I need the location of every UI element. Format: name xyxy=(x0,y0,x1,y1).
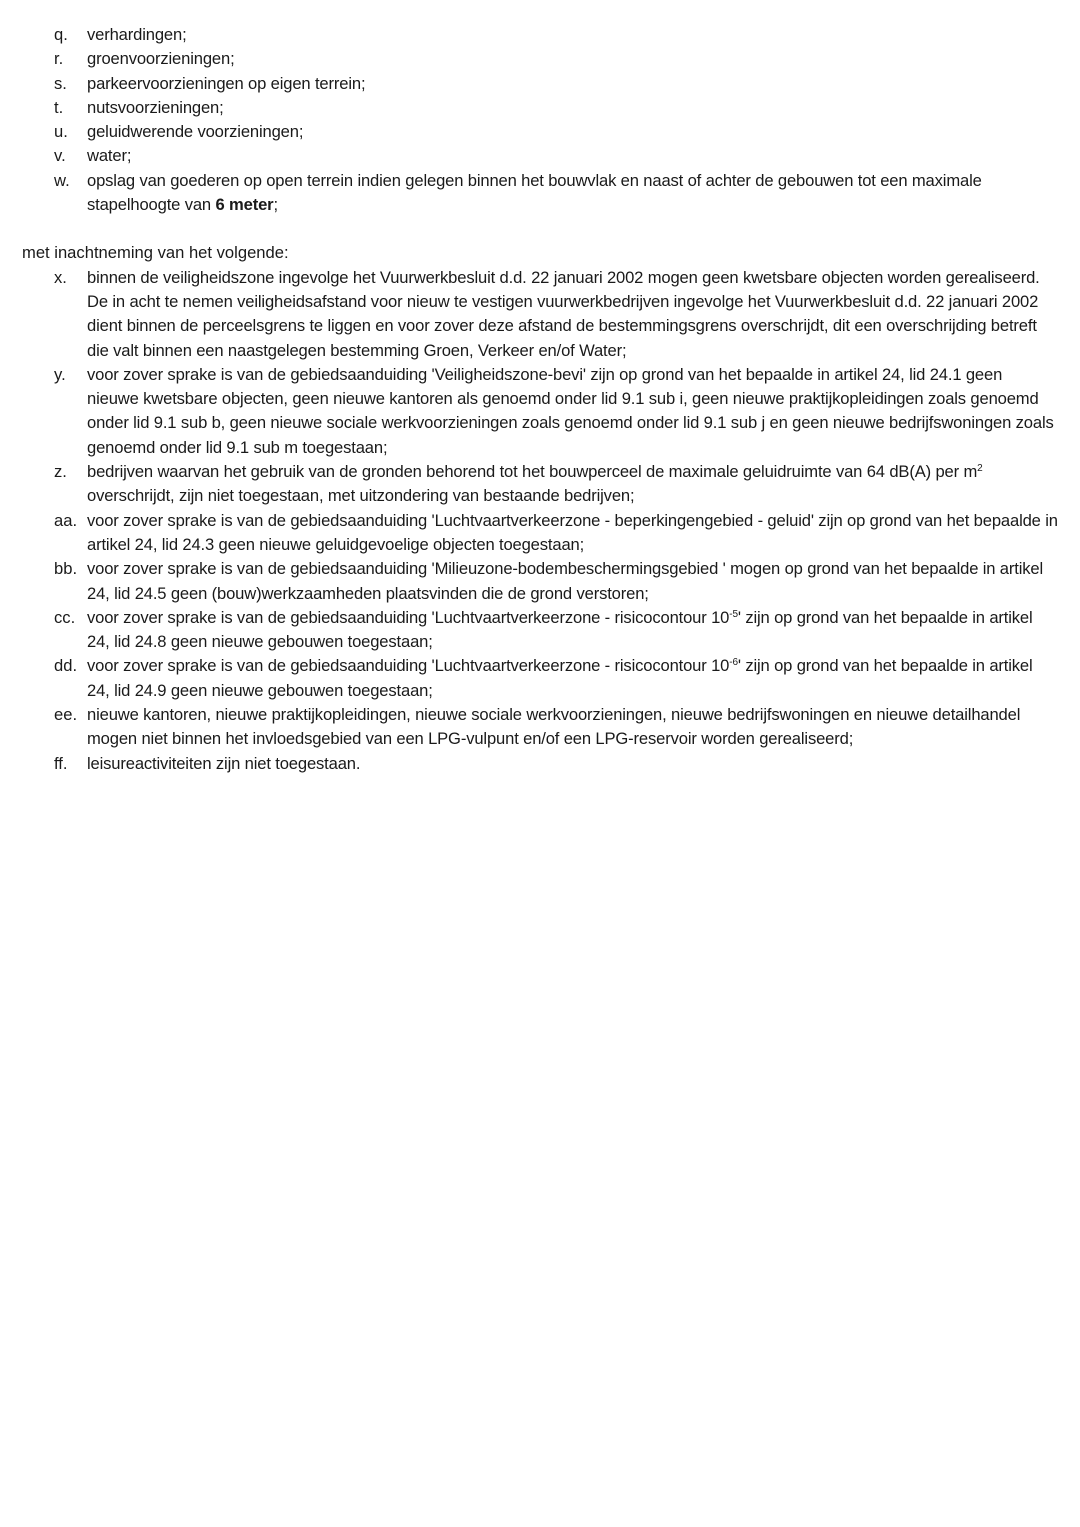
conditions-list xyxy=(0,266,1080,776)
list-text: nutsvoorzieningen; xyxy=(87,97,224,117)
list-text: groenvoorzieningen; xyxy=(87,49,235,69)
conditions-intro: met inachtneming van het volgende: xyxy=(22,243,289,263)
list-label: bb. xyxy=(54,559,78,579)
list-item-s xyxy=(0,72,1080,96)
list-item-t xyxy=(0,96,1080,120)
list-text: binnen de veiligheidszone ingevolge het Vuurwerkbesluit d.d. 22 januari 2002 mogen geen kwetsbare objecten worden gerealiseerd. De in acht te nemen veiligheidsafstand voor nieuw te vestigen vuurwerkbedrijven ingevolge het Vuurwerkbesluit d.d. 22 januari 2002 dient binnen de perceelsgrens te liggen en voor zover deze afstand de bestemmingsgrens overschrijdt, dit een overschrijding betreft die valt binnen een naastgelegen bestemming Groen, Verkeer en/of Water; xyxy=(87,267,1040,360)
list-item-ee xyxy=(0,703,1080,752)
list-text: voor zover sprake is van de gebiedsaanduiding 'Veiligheidszone-bevi' zijn op grond van het bepaalde in artikel 24, lid 24.1 geen nieuwe kwetsbare objecten, geen nieuwe kantoren als genoemd onder lid 9.1 sub i, geen nieuwe praktijkopleidingen zoals genoemd onder lid 9.1 sub b, geen nieuwe sociale werkvoorzieningen zoals genoemd onder lid 9.1 sub j en geen nieuwe bedrijfswoningen zoals genoemd onder lid 9.1 sub m toegestaan; xyxy=(87,364,1054,457)
list-item-cc xyxy=(0,606,1080,655)
list-label: t. xyxy=(54,97,64,117)
list-text: verhardingen; xyxy=(87,25,187,44)
list-label: dd. xyxy=(54,656,78,676)
list-label: aa. xyxy=(54,510,78,530)
list-text: voor zover sprake is van de gebiedsaanduiding 'Luchtvaartverkeerzone - beperkingengebied - geluid' zijn op grond van het bepaalde in artikel 24, lid 24.3 geen nieuwe geluidgevoelige objecten toegestaan; xyxy=(87,510,1058,554)
text-segment: opslag van goederen op open terrein indien gelegen binnen het bouwvlak en naast of achter de gebouwen tot een maximale stapelhoogte van xyxy=(87,170,982,215)
list-label: cc. xyxy=(54,607,76,627)
text-segment: ' zijn op grond van het bepaalde in artikel 24, lid 24.9 geen nieuwe gebouwen toegestaan; xyxy=(87,656,1033,700)
list-text: nieuwe kantoren, nieuwe praktijkopleidingen, nieuwe sociale werkvoorzieningen, nieuwe bedrijfswoningen en nieuwe detailhandel mogen niet binnen het invloedsgebied van een LPG-vulpunt en/of een LPG-reservoir worden gerealiseerd; xyxy=(87,705,1021,749)
list-item-q xyxy=(0,23,1080,47)
list-item-dd xyxy=(0,654,1080,703)
text-segment: overschrijdt, zijn niet toegestaan, met uitzondering van bestaande bedrijven; xyxy=(87,486,635,506)
list-label: u. xyxy=(54,122,68,142)
list-text: geluidwerende voorzieningen; xyxy=(87,122,304,142)
list-label: y. xyxy=(54,364,66,384)
list-item-aa xyxy=(0,509,1080,558)
text-segment: ; xyxy=(273,195,278,215)
list-item-bb xyxy=(0,557,1080,606)
list-item-r xyxy=(0,47,1080,71)
list-text xyxy=(87,656,1033,699)
list-label: ff. xyxy=(54,753,68,773)
text-segment: ' zijn op grond van het bepaalde in artikel 24, lid 24.8 geen nieuwe gebouwen toegestaan; xyxy=(87,607,1033,652)
list-item-ff xyxy=(0,752,1080,776)
list-label: r. xyxy=(54,49,64,69)
list-item-u xyxy=(0,120,1080,144)
list-text: water; xyxy=(87,146,132,166)
list-label: v. xyxy=(54,146,66,166)
list-label: z. xyxy=(54,462,67,482)
list-text xyxy=(87,608,1033,651)
list-item-z xyxy=(0,460,1080,509)
list-label: q. xyxy=(54,25,68,44)
list-item-y xyxy=(0,363,1080,460)
list-label: w. xyxy=(54,170,70,190)
list-text xyxy=(87,462,983,505)
list-text: voor zover sprake is van de gebiedsaanduiding 'Milieuzone-bodembeschermingsgebied ' mogen op grond van het bepaalde in artikel 24, lid 24.5 geen (bouw)werkzaamheden plaatsvinden die de grond verstoren; xyxy=(87,559,1044,603)
permitted-uses-list xyxy=(0,23,1080,217)
list-item-x xyxy=(0,266,1080,363)
bold-text: 6 meter xyxy=(215,195,274,215)
text-segment: voor zover sprake is van de gebiedsaanduiding 'Luchtvaartverkeerzone - risicocontour 10 xyxy=(87,607,730,627)
list-item-v xyxy=(0,144,1080,168)
superscript: -5 xyxy=(729,608,738,620)
list-text: parkeervoorzieningen op eigen terrein; xyxy=(87,73,366,93)
text-segment: bedrijven waarvan het gebruik van de gronden behorend tot het bouwperceel de maximale geluidruimte van 64 dB(A) per m xyxy=(87,462,978,482)
superscript: -6 xyxy=(729,657,738,669)
text-segment: voor zover sprake is van de gebiedsaanduiding 'Luchtvaartverkeerzone - risicocontour 10 xyxy=(87,656,730,676)
list-label: s. xyxy=(54,73,67,93)
list-text xyxy=(87,171,982,214)
list-label: x. xyxy=(54,267,67,287)
superscript: 2 xyxy=(977,463,983,475)
list-text: leisureactiviteiten zijn niet toegestaan. xyxy=(87,753,361,773)
list-label: ee. xyxy=(54,705,78,725)
list-item-w xyxy=(0,169,1080,218)
document-page xyxy=(0,23,1080,776)
